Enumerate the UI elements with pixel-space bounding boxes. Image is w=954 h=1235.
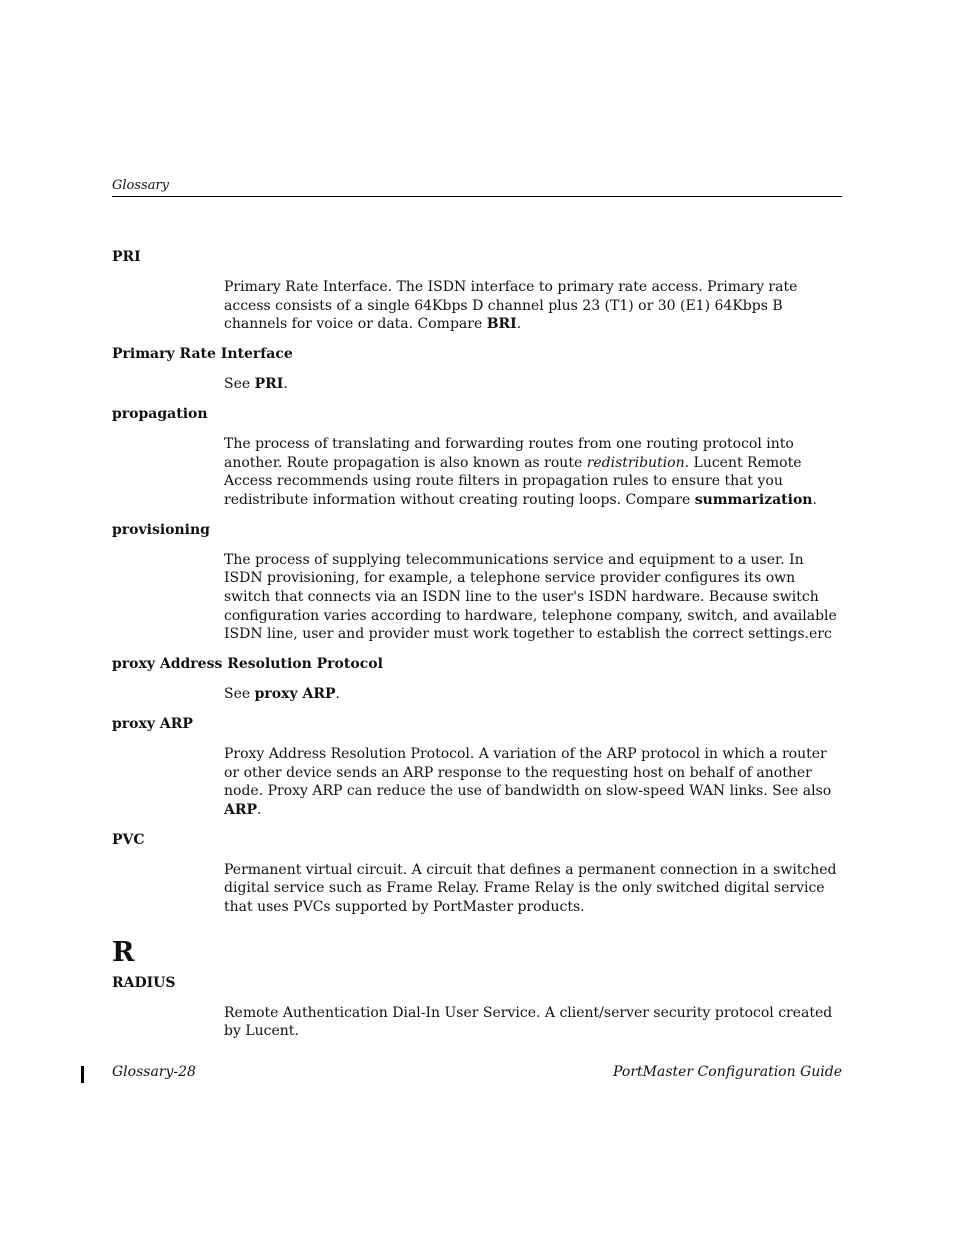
cross-ref-proxy-arp: proxy ARP bbox=[254, 686, 336, 703]
definition-pvc: Permanent virtual circuit. A circuit that defines a permanent connection in a switched digital service such as Frame Relay. Frame Relay is the only switched digital service that uses PVCs supported by PortMaster products. bbox=[224, 861, 837, 916]
header-section: Glossary bbox=[112, 178, 170, 193]
definition-radius: Remote Authentication Dial-In User Service. A client/server security protocol created by Lucent. bbox=[224, 1004, 833, 1040]
term-provisioning: provisioning bbox=[112, 521, 210, 538]
definition-propagation: The process of translating and forwarding routes from one routing protocol into another. Route propagation is also known as route redistribution. Lucent Remote Access recommends using route filters in propagation rules to ensure that you redistribute information without creating routing loops. Compare summarization. bbox=[224, 435, 817, 508]
emphasis-redistribution: redistribution bbox=[586, 454, 685, 471]
term-pri: PRI bbox=[112, 249, 141, 265]
change-bar bbox=[81, 1066, 84, 1083]
definition-proxy-arp: Proxy Address Resolution Protocol. A variation of the ARP protocol in which a router or other device sends an ARP response to the requesting host on behalf of another node. Proxy ARP can reduce the use of bandwidth on slow-speed WAN links. See also ARP. bbox=[224, 745, 832, 818]
glossary-content bbox=[112, 248, 842, 1052]
cross-ref-bri: BRI bbox=[486, 316, 517, 333]
definition-provisioning: The process of supplying telecommunications service and equipment to a user. In ISDN provisioning, for example, a telephone service provider configures its own switch that connects via an ISDN line to the user's ISDN hardware. Because switch configuration varies according to hardware, telephone company, switch, and available ISDN line, user and provider must work together to establish the correct settings.erc bbox=[224, 551, 837, 643]
cross-ref-summarization: summarization bbox=[694, 491, 813, 508]
term-propagation: propagation bbox=[112, 405, 208, 422]
cross-ref-arp: ARP bbox=[224, 801, 258, 818]
term-primary-rate-interface: Primary Rate Interface bbox=[112, 346, 293, 363]
definition-proxy-address-resolution-protocol: See proxy ARP. bbox=[224, 686, 340, 703]
term-proxy-arp: proxy ARP bbox=[112, 715, 193, 732]
term-proxy-address-resolution-protocol: proxy Address Resolution Protocol bbox=[112, 656, 383, 673]
definition-pri: Primary Rate Interface. The ISDN interface to primary rate access. Primary rate access consists of a single 64Kbps D channel plus 23 (T1) or 30 (E1) 64Kbps B channels for voice or data. Compare BRI. bbox=[224, 279, 798, 333]
cross-ref-pri: PRI bbox=[254, 376, 284, 393]
running-header bbox=[112, 178, 842, 197]
term-pvc: PVC bbox=[112, 831, 145, 848]
term-radius: RADIUS bbox=[112, 974, 176, 991]
footer-page-number: Glossary-28 bbox=[112, 1064, 196, 1080]
footer-book-title: PortMaster Configuration Guide bbox=[613, 1064, 842, 1080]
definition-primary-rate-interface: See PRI. bbox=[224, 376, 288, 393]
section-letter: R bbox=[112, 936, 135, 968]
